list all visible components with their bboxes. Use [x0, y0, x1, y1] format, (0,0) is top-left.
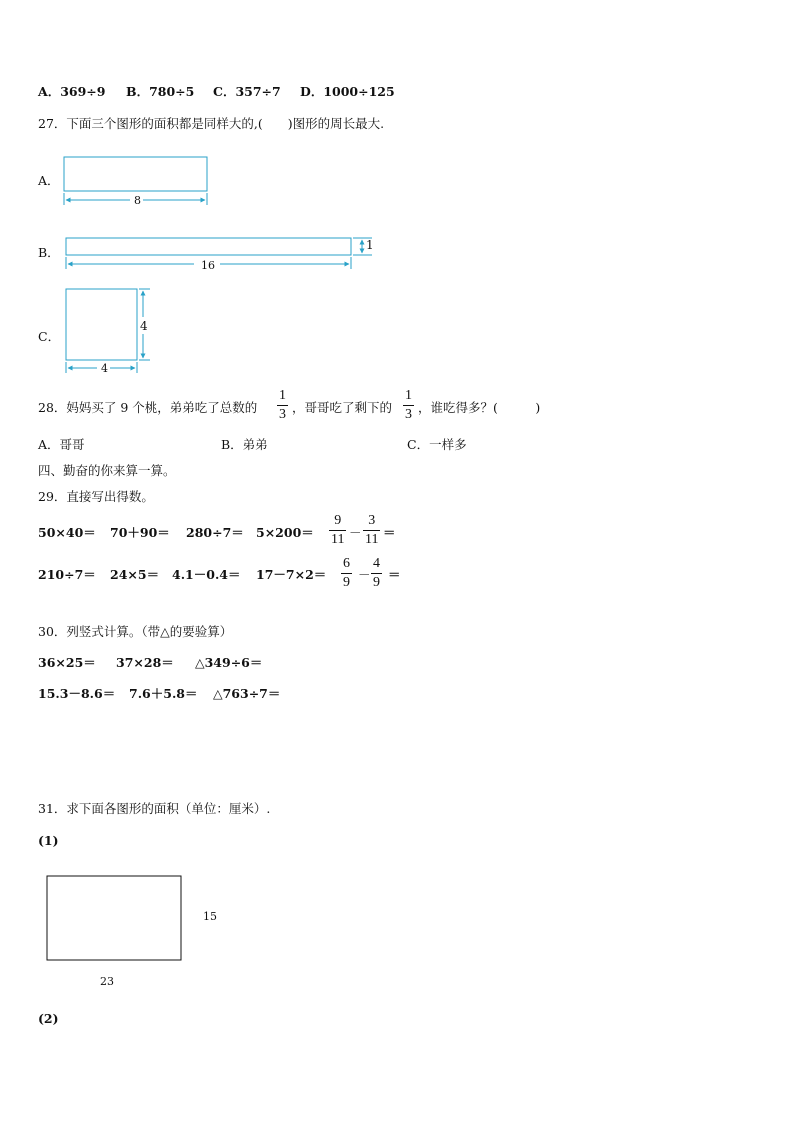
q29-equals: ＝ [388, 567, 401, 582]
q26-option-d: D．1000÷125 [300, 84, 395, 99]
q29-title: 29．直接写出得数。 [38, 489, 154, 504]
q28-option-b: B．弟弟 [221, 437, 268, 452]
q28-option-a: A．哥哥 [38, 437, 85, 452]
q29-item: 70＋90＝ [110, 525, 170, 540]
q31-height-label: 15 [203, 910, 217, 923]
q29-equals: ＝ [383, 525, 396, 540]
q28-fraction-1: 1 3 [279, 388, 286, 422]
q30-item: 7.6＋5.8＝ [129, 686, 198, 701]
q28-text-part3: ，谁吃得多？( ) [418, 400, 541, 415]
q27-label-b: B． [38, 245, 60, 260]
section-4-heading: 四、勤奋的你来算一算。 [38, 463, 176, 478]
figure-b-height-label: 1 [366, 238, 374, 252]
q30-item: 15.3－8.6＝ [38, 686, 116, 701]
figure-b-rect [66, 238, 351, 255]
q31-part-2-label: (2) [38, 1011, 59, 1026]
q29-fraction-9-11: 9 11 [331, 513, 345, 547]
figure-c-square [66, 289, 137, 360]
q26-option-a: A．369÷9 [38, 84, 106, 99]
q29-item: 5×200＝ [256, 525, 314, 540]
q29-item: 24×5＝ [110, 567, 160, 582]
figure-b-width-label: 16 [201, 259, 215, 272]
figure-a-rect [64, 157, 207, 191]
q26-option-b: B．780÷5 [126, 84, 195, 99]
q28-text-part1: 28．妈妈买了 9 个桃，弟弟吃了总数的 [38, 400, 258, 415]
q29-minus: － [358, 567, 371, 582]
q30-item: △349÷6＝ [195, 655, 263, 670]
q29-minus: － [349, 525, 362, 540]
q31-title: 31．求下面各图形的面积（单位：厘米）. [38, 801, 271, 816]
q29-fraction-3-11: 3 11 [365, 513, 379, 547]
q29-item: 280÷7＝ [186, 525, 244, 540]
q27-question: 27．下面三个图形的面积都是同样大的,( )图形的周长最大. [38, 116, 385, 131]
figure-c-height-label: 4 [140, 319, 148, 333]
figure-a-width-label: 8 [134, 194, 141, 207]
q29-item: 210÷7＝ [38, 567, 96, 582]
q30-item: 36×25＝ [38, 655, 96, 670]
q29-item: 17－7×2＝ [256, 567, 327, 582]
q31-part-1-label: (1) [38, 833, 59, 848]
q30-item: 37×28＝ [116, 655, 174, 670]
q27-label-a: A． [38, 173, 60, 188]
figure-c-width-label: 4 [101, 362, 108, 375]
q29-item: 50×40＝ [38, 525, 96, 540]
q31-width-label: 23 [100, 975, 114, 988]
q28-option-c: C．一样多 [407, 437, 467, 452]
q28-fraction-2: 1 3 [405, 388, 412, 422]
q30-item: △763÷7＝ [213, 686, 281, 701]
q28-text-part2: ，哥哥吃了剩下的 [292, 400, 393, 415]
q27-label-c: C． [38, 329, 61, 344]
q29-fraction-4-9: 4 9 [373, 556, 380, 590]
q26-option-c: C．357÷7 [213, 84, 281, 99]
q29-item: 4.1－0.4＝ [172, 567, 241, 582]
q30-title: 30．列竖式计算。（带△的要验算） [38, 624, 233, 639]
q29-fraction-6-9: 6 9 [343, 556, 350, 590]
q31-rectangle [47, 876, 181, 960]
